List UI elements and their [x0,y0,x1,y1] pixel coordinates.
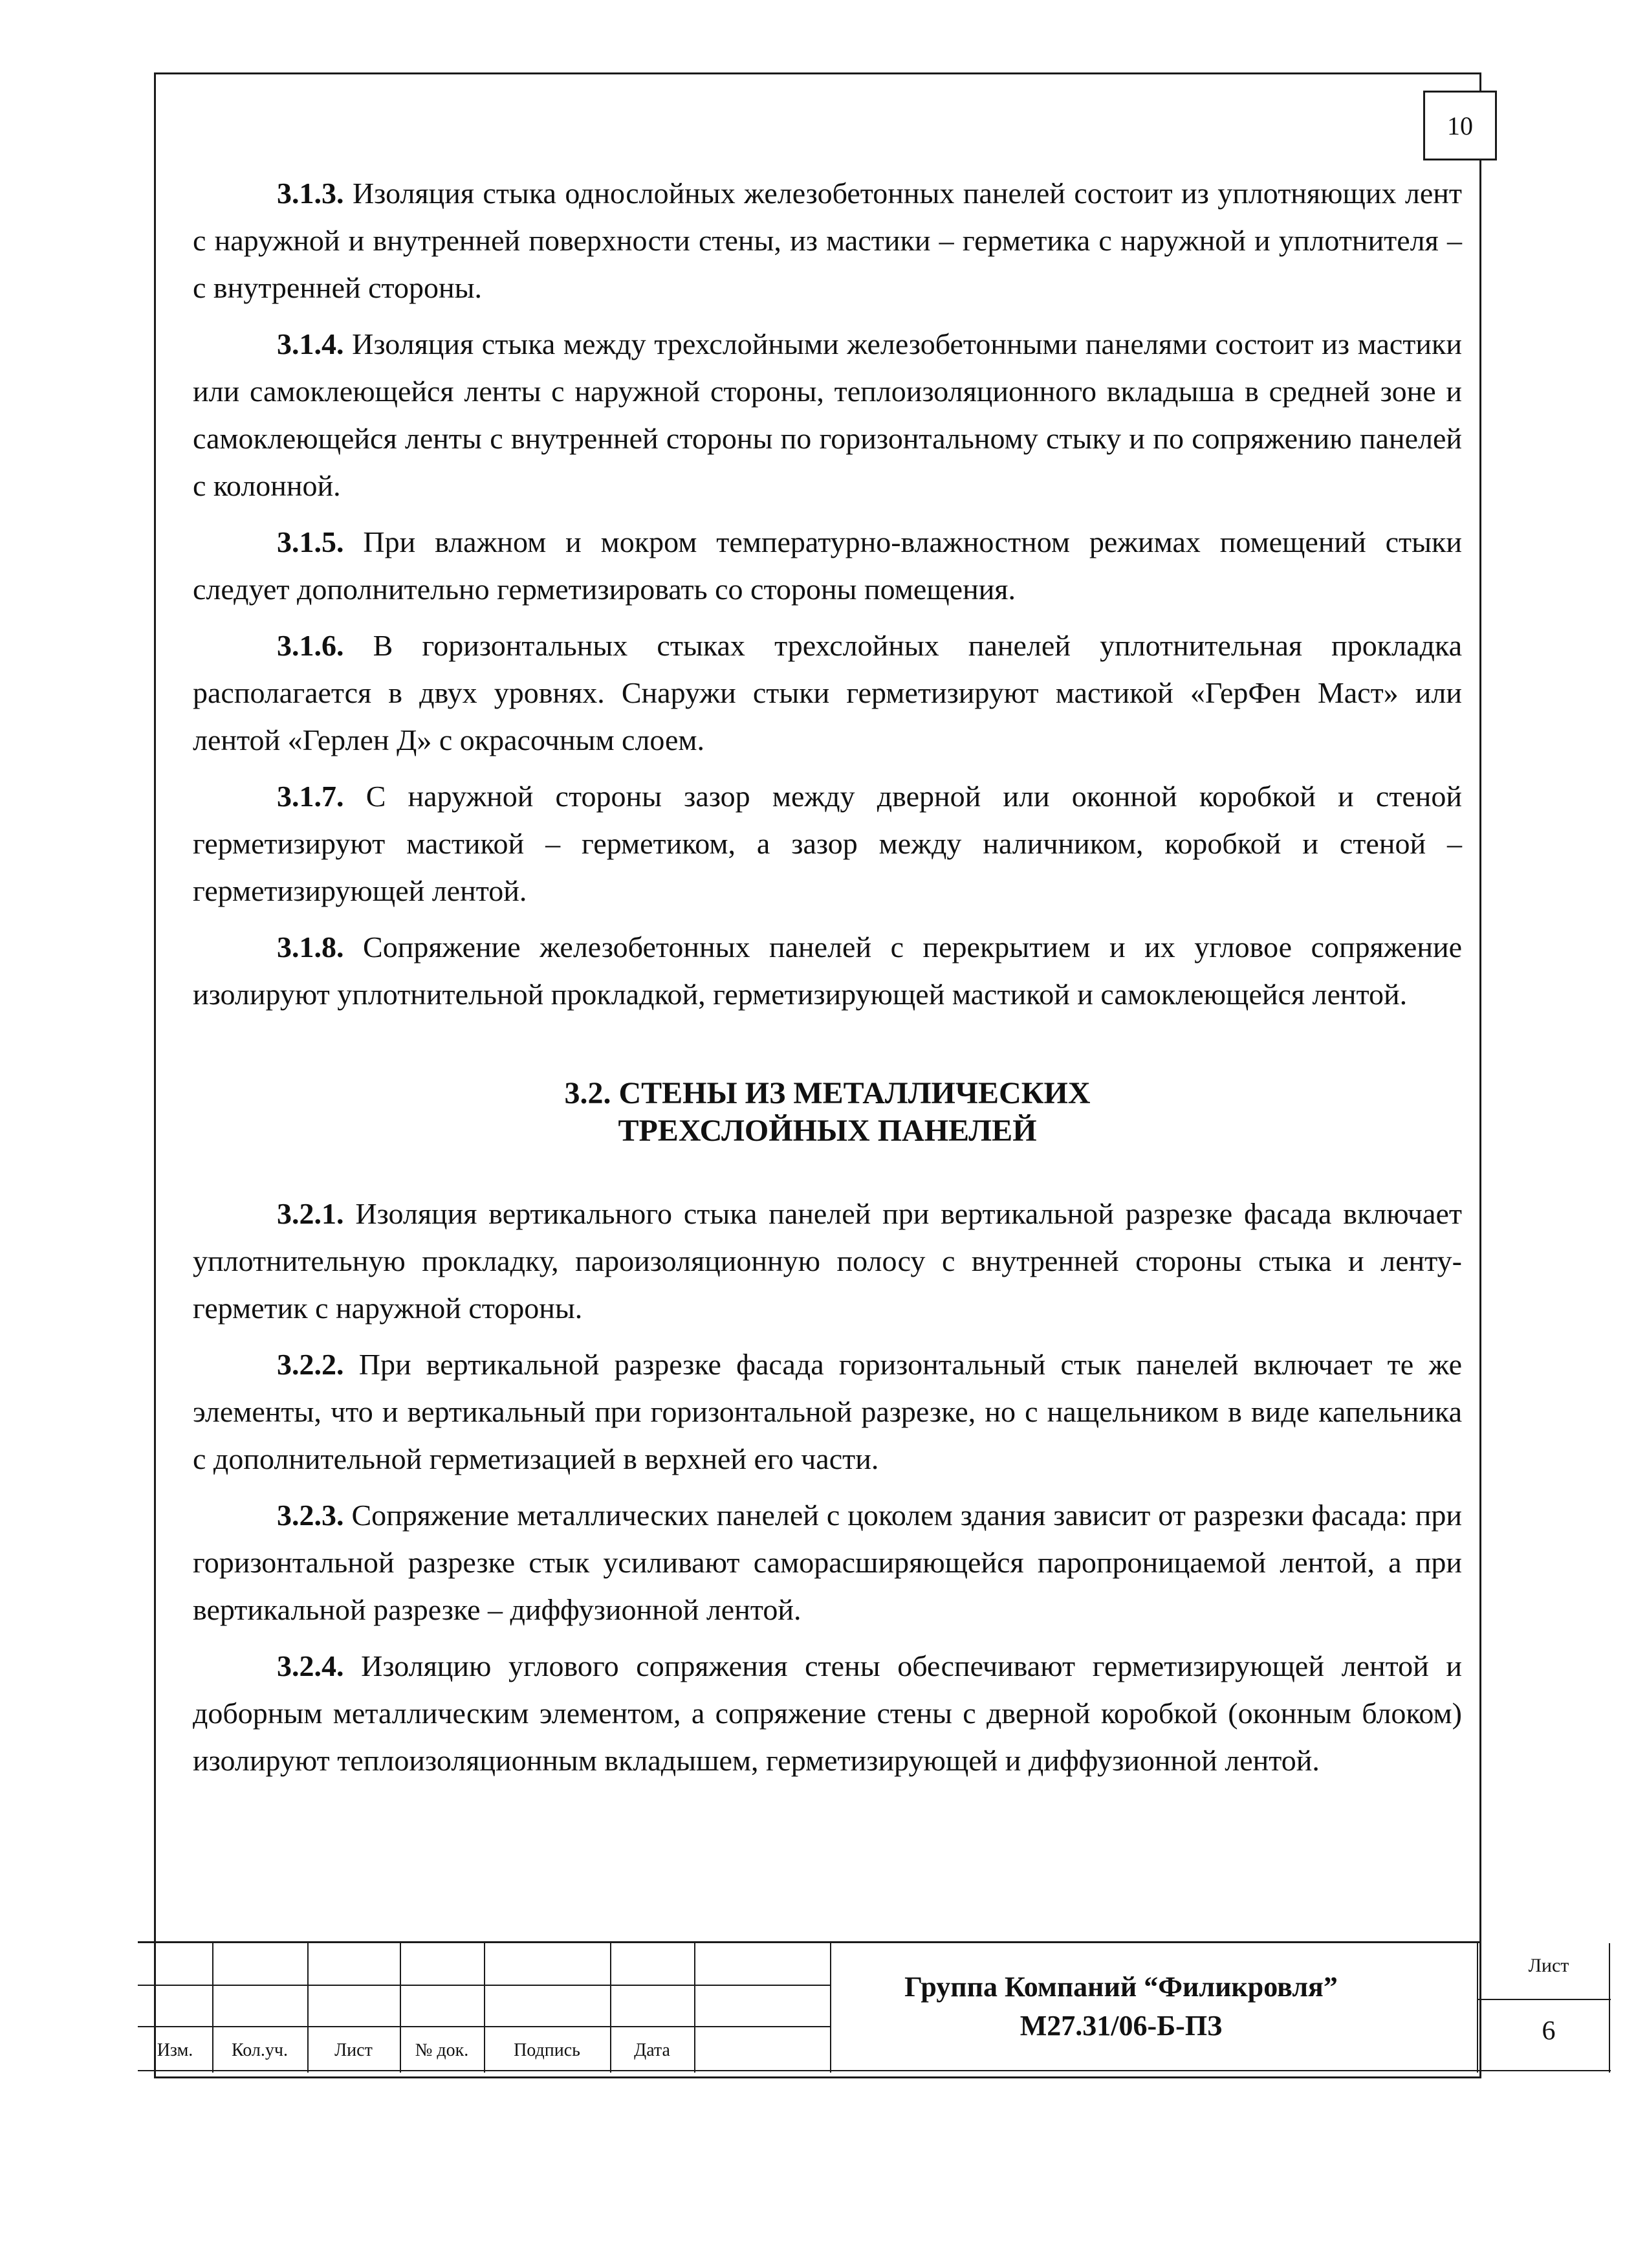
paragraph-number: 3.1.8. [277,930,344,963]
paragraph-3-2-1 [193,1190,1462,1332]
paragraph-3-2-3 [193,1492,1462,1633]
grid-line [1477,1943,1478,2073]
paragraph-text: Изоляцию углового сопряжения стены обеспечивают герметизирующей лентой и доборным металлическим элементом, а сопряжение стены с дверной коробкой (оконным блоком) изолируют теплоизоляционным вкладышем, герметизирующей и диффузионной лентой. [193,1649,1462,1777]
paragraph-number: 3.2.4. [277,1649,344,1682]
paragraph-3-1-5 [193,518,1462,613]
paragraph-3-1-4 [193,320,1462,509]
paragraph-number: 3.2.1. [277,1197,344,1230]
grid-line [830,1943,831,2073]
column-label-kol-uch: Кол.уч. [232,2040,288,2060]
grid-line [694,1943,695,2073]
document-code: М27.31/06-Б-ПЗ [1020,2010,1223,2042]
paragraph-text: В горизонтальных стыках трехслойных панелей уплотнительная прокладка располагается в двух уровнях. Снаружи стыки герметизируют мастикой «ГерФен Маст» или лентой «Герлен Д» с окрасочным слоем. [193,629,1462,756]
paragraph-number: 3.1.5. [277,525,344,558]
company-name: Группа Компаний “Филикровля” [904,1971,1338,2003]
paragraph-3-1-3 [193,170,1462,311]
paragraph-number: 3.2.3. [277,1499,344,1532]
grid-line [1477,1999,1611,2000]
paragraph-3-2-2 [193,1341,1462,1482]
section-title-line-2: ТРЕХСЛОЙНЫХ ПАНЕЛЕЙ [618,1114,1037,1148]
paragraph-number: 3.1.6. [277,629,344,662]
paragraph-text: Изоляция стыка между трехслойными железобетонными панелями состоит из мастики или самоклеющейся ленты с наружной стороны, теплоизоляционного вкладыша в средней зоне и самоклеющейся ленты с внутренней стороны по горизонтальному стыку и по сопряжению панелей с колонной. [193,327,1462,502]
section-title-line-1: 3.2. СТЕНЫ ИЗ МЕТАЛЛИЧЕСКИХ [564,1076,1091,1110]
paragraph-number: 3.1.3. [277,177,344,210]
paragraph-text: При влажном и мокром температурно-влажностном режимах помещений стыки следует дополнительно герметизировать со стороны помещения. [193,525,1462,606]
grid-line [830,2070,1611,2071]
paragraph-text: Изоляция стыка однослойных железобетонных панелей состоит из уплотняющих лент с наружной и внутренней поверхности стены, из мастики – герметика с наружной и уплотнителя – с внутренней стороны. [193,177,1463,304]
paragraph-text: Сопряжение железобетонных панелей с перекрытием и их угловое сопряжение изолируют уплотнительной прокладкой, герметизирующей мастикой и самоклеющейся лентой. [193,930,1463,1011]
paragraph-text: При вертикальной разрезке фасада горизонтальный стык панелей включает те же элементы, что и вертикальный при горизонтальной разрезке, но с нащельником в виде капельника с дополнительной герметизацией в верхней его части. [193,1348,1462,1475]
page-number: 10 [1423,91,1497,160]
paragraph-3-1-7 [193,773,1462,914]
paragraph-number: 3.1.4. [277,327,344,360]
document-body [193,170,1462,1793]
column-label-list: Лист [334,2040,373,2060]
paragraph-number: 3.1.7. [277,780,344,813]
column-label-signature: Подпись [514,2040,580,2060]
paragraph-text: Изоляция вертикального стыка панелей при вертикальной разрезке фасада включает уплотнительную прокладку, пароизоляционную полосу с внутренней стороны стыка и ленту-герметик с наружной стороны. [193,1197,1462,1325]
section-title [193,1075,1462,1150]
company-info [836,1968,1406,2045]
column-label-date: Дата [634,2040,670,2060]
paragraph-3-1-8 [193,923,1462,1018]
paragraph-3-1-6 [193,622,1462,764]
column-label-izm: Изм. [157,2040,193,2060]
column-label-doc-number: № док. [415,2040,469,2060]
sheet-label: Лист [1528,1955,1569,1976]
title-block [138,1941,1569,2073]
paragraph-text: С наружной стороны зазор между дверной или оконной коробкой и стеной герметизируют мастикой – герметиком, а зазор между наличником, коробкой и стеной – герметизирующей лентой. [193,780,1463,907]
sheet-number: 6 [1542,2016,1556,2046]
paragraph-number: 3.2.2. [277,1348,344,1381]
paragraph-3-2-4 [193,1642,1462,1784]
paragraph-text: Сопряжение металлических панелей с цоколем здания зависит от разрезки фасада: при горизонтальной разрезке стык усиливают саморасширяющейся паропроницаемой лентой, а при вертикальной разрезке – диффузионной лентой. [193,1499,1462,1626]
